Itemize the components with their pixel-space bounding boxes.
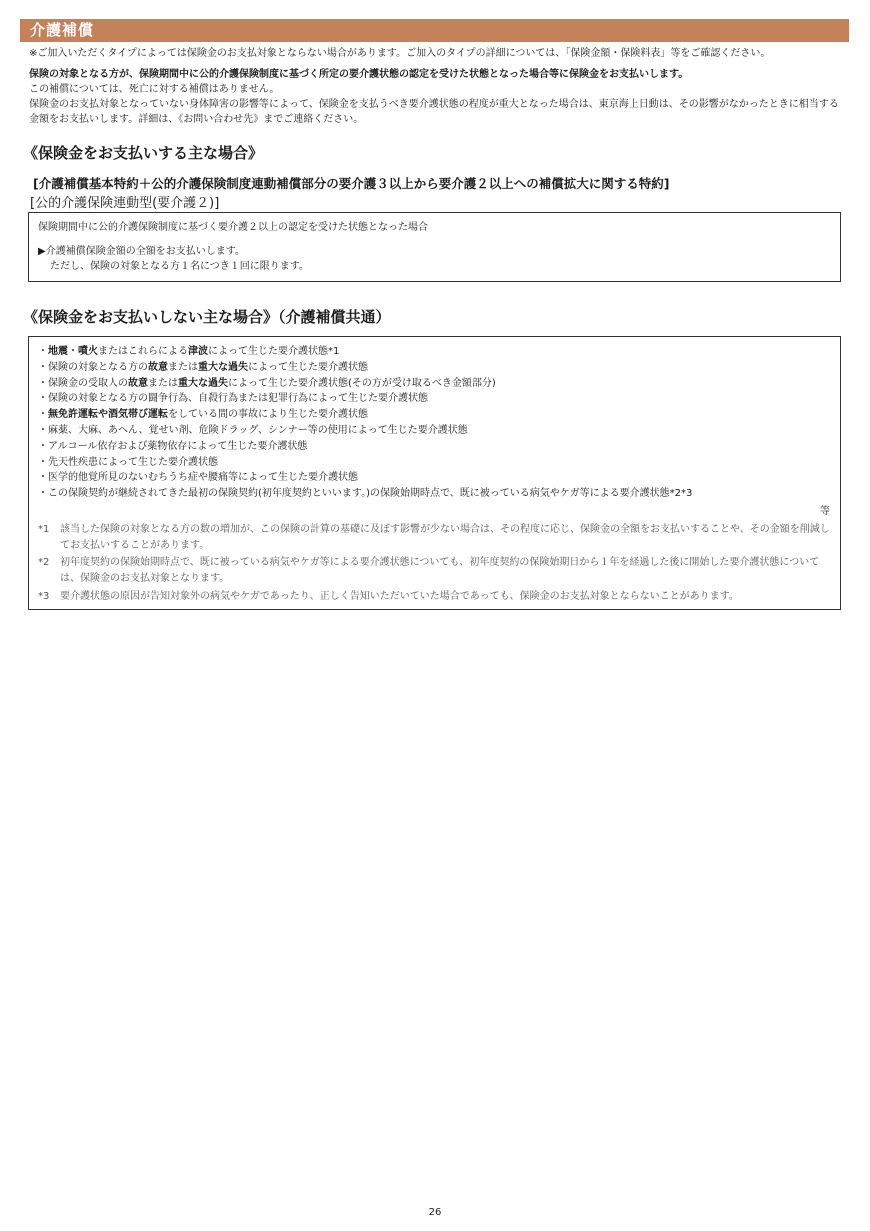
nopay-box: [28, 336, 841, 610]
list-item: ・保険金の受取人の故意または重大な過失によって生じた要介護状態(その方が受け取るべき金額部分): [38, 377, 496, 389]
list-item: ・地震・噴火またはこれらによる津波によって生じた要介護状態*1: [38, 346, 340, 357]
intro-line-2: この補償については、死亡に対する補償はありません。: [29, 84, 280, 95]
list-item: ・無免許運転や酒気帯び運転をしている間の事故により生じた要介護状態: [38, 409, 368, 421]
pay-section-title: 《保険金をお支払いする主な場合》: [23, 144, 264, 162]
list-item: ・先天性疾患によって生じた要介護状態: [38, 456, 218, 468]
etc-mark: 等: [820, 505, 830, 517]
pay-result-2: ただし、保険の対象となる方１名につき１回に限ります。: [50, 261, 309, 272]
nopay-section-title: 《保険金をお支払いしない主な場合》（介護補償共通）: [23, 308, 391, 326]
footnote: *3 要介護状態の原因が告知対象外の病気やケガであったり、正しく告知いただいていた場合であっても、保険金のお支払対象とならないことがあります。: [38, 590, 739, 602]
list-item: ・医学的他覚所見のないむちうち症や腰痛等によって生じた要介護状態: [38, 472, 358, 484]
list-item: ・保険の対象となる方の故意または重大な過失によって生じた要介護状態: [38, 361, 368, 373]
pay-condition: 保険期間中に公的介護保険制度に基づく要介護２以上の認定を受けた状態となった場合: [38, 222, 428, 233]
intro-note: ※ご加入いただくタイプによっては保険金のお支払対象とならない場合があります。ご加入のタイプの詳細については、「保険金額・保険料表」等をご確認ください。: [29, 48, 771, 59]
intro-bold-line: 保険の対象となる方が、保険期間中に公的介護保険制度に基づく所定の要介護状態の認定を受けた状態となった場合等に保険金をお支払いします。: [29, 69, 689, 80]
pay-conditions-box: [28, 212, 841, 282]
list-item: ・麻薬、大麻、あへん、覚せい剤、危険ドラッグ、シンナー等の使用によって生じた要介護状態: [38, 424, 468, 436]
intro-block: [29, 46, 844, 127]
list-item: ・保険の対象となる方の闘争行為、自殺行為または犯罪行為によって生じた要介護状態: [38, 393, 428, 405]
pay-subtitle: [介護補償基本特約＋公的介護保険制度連動補償部分の要介護３以上から要介護２以上への補償拡大に関する特約]: [33, 176, 670, 191]
section-header: 介護補償: [20, 19, 849, 42]
footnote: *1 該当した保険の対象となる方の数の増加が、この保険の計算の基礎に及ぼす影響が少ない場合は、その程度に応じ、保険金の全額をお支払いすることや、その金額を削減してお支払いすることがあります。: [38, 523, 830, 551]
pay-result-1: ▶介護補償保険金額の全額をお支払いします。: [38, 246, 245, 257]
page-number: 26: [428, 1207, 442, 1218]
intro-line-3: 保険金のお支払対象となっていない身体障害の影響等によって、保険金を支払うべき要介護状態の程度が重大となった場合は、東京海上日動は、その影響がなかったときに相当する金額をお支払いします。詳細は、《お問い合わせ先》までご連絡ください。: [29, 99, 839, 125]
list-item: ・アルコール依存および薬物依存によって生じた要介護状態: [38, 440, 308, 452]
list-item: ・この保険契約が継続されてきた最初の保険契約(初年度契約といいます。)の保険始期時点で、既に被っている病気やケガ等による要介護状態*2*3: [38, 488, 693, 500]
footnote: *2 初年度契約の保険始期時点で、既に被っている病気やケガ等による要介護状態についても、初年度契約の保険始期日から１年を経過した後に開始した要介護状態については、保険金のお支払対象となります。: [38, 557, 820, 585]
pay-subtitle-2: [公的介護保険連動型(要介護２)]: [30, 196, 220, 211]
